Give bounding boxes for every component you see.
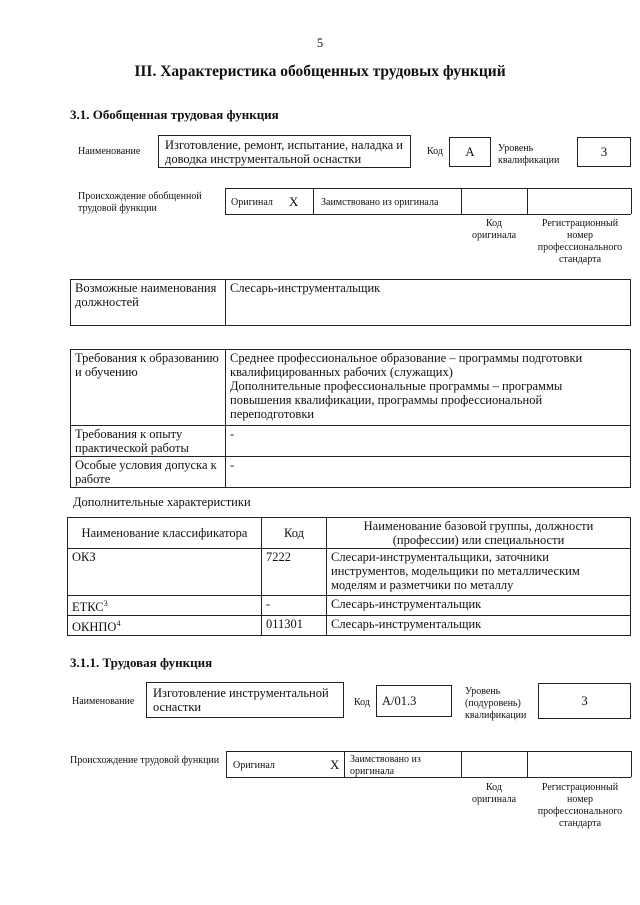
requirement-label: Особые условия допуска к работе <box>71 457 226 488</box>
classifier-name: ЕТКС$^3$ <box>68 596 262 616</box>
tf-code-box <box>376 685 452 717</box>
table-row <box>68 616 631 636</box>
requirement-value: - <box>226 426 631 457</box>
classifier-name: ОКЗ <box>68 549 262 596</box>
tf-level-value: 3 <box>581 693 588 708</box>
classifier-name: ОКНПО$^4$ <box>68 616 262 636</box>
tf-name-label: Наименование <box>72 696 135 707</box>
gtf-code-label: Код <box>427 146 443 157</box>
gtf-code-value: A <box>465 144 475 159</box>
tf-level-label: Уровень (подуровень) квалификации <box>465 686 527 721</box>
gtf-name-value: Изготовление, ремонт, испытание, наладка и доводка инструментальной оснастки <box>165 138 403 166</box>
header-code: Код <box>262 518 327 549</box>
gtf-name-label: Наименование <box>78 146 141 157</box>
tf-origin-label: Происхождение трудовой функции <box>70 755 220 766</box>
requirement-value: - <box>226 457 631 488</box>
tf-reg-number-label: Регистрационный номер профессионального стандарта <box>537 782 623 829</box>
requirement-row <box>71 457 631 488</box>
tf-level-box <box>538 683 631 719</box>
tf-code-value: A/01.3 <box>382 694 417 708</box>
additional-header-row <box>68 518 631 549</box>
page-number: 5 <box>316 36 324 50</box>
header-classifier: Наименование классификатора <box>68 518 262 549</box>
gtf-name-box <box>158 135 411 168</box>
requirement-label: Требования к опыту практической работы <box>71 426 226 457</box>
section-title: III. Характеристика обобщенных трудовых функций <box>134 63 506 80</box>
gtf-reg-number-label: Регистрационный номер профессионального стандарта <box>537 218 623 265</box>
tf-original-mark: X <box>330 757 340 772</box>
classifier-desc: Слесарь-инструментальщик <box>327 616 631 636</box>
classifier-code: 7222 <box>262 549 327 596</box>
classifier-code: 011301 <box>262 616 327 636</box>
gtf-original-mark: X <box>289 194 299 209</box>
requirement-label: Требования к образованию и обучению <box>71 350 226 426</box>
classifier-code: - <box>262 596 327 616</box>
requirement-row <box>71 350 631 426</box>
classifier-desc: Слесари-инструментальщики, заточники инструментов, модельщики по металлическим моделям и разметчики по металлу <box>327 549 631 596</box>
gtf-borrowed-label: Заимствовано из оригинала <box>321 197 439 208</box>
footnote-mark: 3 <box>103 599 108 608</box>
gtf-origin-label: Происхождение обобщенной трудовой функции <box>78 191 202 214</box>
gtf-level-value: 3 <box>600 144 608 159</box>
gtf-level-box <box>577 137 631 167</box>
table-row <box>68 596 631 616</box>
tf-name-value: Изготовление инструментальной оснастки <box>153 686 329 714</box>
classifier-desc: Слесарь-инструментальщик <box>327 596 631 616</box>
table-row <box>68 549 631 596</box>
positions-label: Возможные наименования должностей <box>71 280 226 326</box>
positions-value: Слесарь-инструментальщик <box>226 280 631 326</box>
tf-heading: 3.1.1. Трудовая функция <box>70 655 213 670</box>
tf-name-box <box>146 682 344 718</box>
gtf-level-label: Уровень квалификации <box>498 143 560 166</box>
gtf-code-box <box>449 137 491 167</box>
requirement-row <box>71 426 631 457</box>
requirement-value: Среднее профессиональное образование – программы подготовки квалифицированных рабочих (служащих) Дополнительные профессиональные программы – программы повышения квалификации, программы профессиональной переподготовки <box>226 350 631 426</box>
positions-table <box>70 279 631 326</box>
tf-original-label: Оригинал <box>233 760 275 771</box>
tf-code-label: Код <box>354 697 370 708</box>
footnote-mark: 4 <box>116 619 121 629</box>
header-group: Наименование базовой группы, должности (профессии) или специальности <box>327 518 631 549</box>
requirements-table <box>70 349 631 488</box>
gtf-heading: 3.1. Обобщенная трудовая функция <box>70 107 279 122</box>
gtf-original-label: Оригинал <box>231 197 273 208</box>
tf-borrowed-label: Заимствовано из оригинала <box>350 754 421 777</box>
additional-table <box>67 517 631 636</box>
additional-title: Дополнительные характеристики <box>73 495 251 509</box>
tf-orig-code-label: Код оригинала <box>471 782 517 805</box>
gtf-orig-code-label: Код оригинала <box>471 218 517 241</box>
